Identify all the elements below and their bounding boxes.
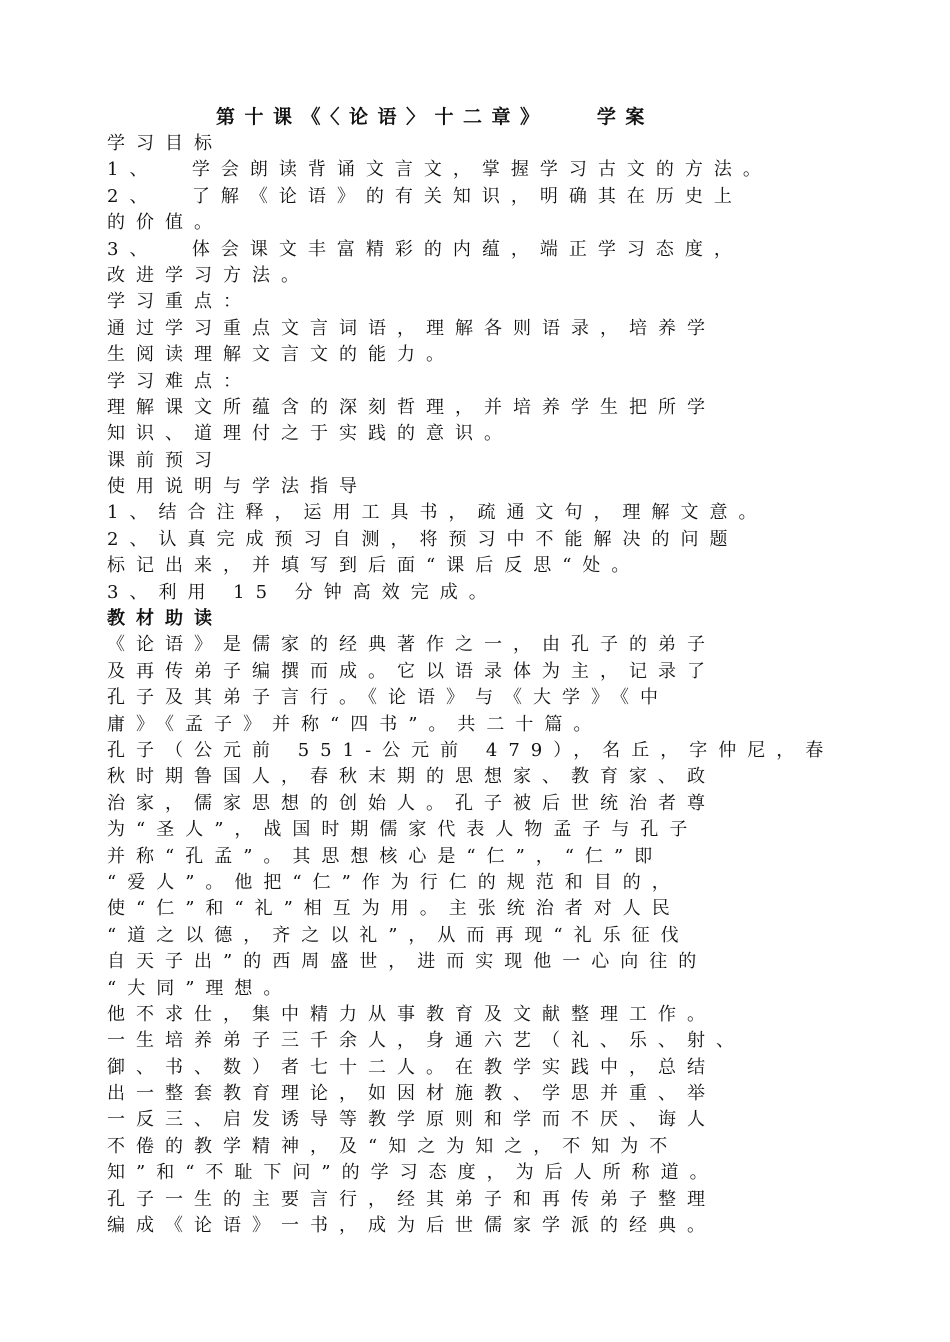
text-line: 一反三、启发诱导等教学原则和学而不厌、诲人	[107, 1109, 716, 1131]
text-line: 知识、道理付之于实践的意识。	[107, 423, 513, 445]
text-line: 通过学习重点文言词语，理解各则语录，培养学	[107, 317, 716, 339]
text-line: “爱人”。他把“仁”作为行仁的规范和目的，	[107, 871, 681, 893]
text-line: 孔子（公元前 551-公元前 479），名丘，字仲尼，春	[107, 739, 835, 761]
text-line: 使用说明与学法指导	[107, 476, 368, 498]
text-line: 孔子及其弟子言行。《论语》与《大学》《中	[107, 687, 669, 709]
text-line: 学习目标	[107, 133, 223, 154]
text-line: 治家，儒家思想的创始人。孔子被后世统治者尊	[107, 792, 716, 814]
text-line: 生阅读理解文言文的能力。	[107, 344, 455, 366]
text-line: 秋时期鲁国人，春秋末期的思想家、教育家、政	[107, 766, 716, 788]
text-line: 出一整套教育理论，如因材施教、学思并重、举	[107, 1083, 716, 1105]
text-line: 及再传弟子编撰而成。它以语录体为主，记录了	[107, 660, 716, 682]
text-line: 标记出来，并填写到后面“课后反思“处。	[107, 555, 641, 577]
text-line: 2、 了解《论语》的有关知识，明确其在历史上	[107, 185, 743, 207]
text-line: 学习重点：	[107, 291, 252, 313]
text-line: 自天子出”的西周盛世，进而实现他一心向往的	[107, 951, 708, 973]
text-line: 御、书、数）者七十二人。在教学实践中，总结	[107, 1056, 716, 1078]
text-line: 的价值。	[107, 212, 223, 234]
text-line: 理解课文所蕴含的深刻哲理，并培养学生把所学	[107, 396, 716, 418]
text-line: 3、利用 15 分钟高效完成。	[107, 581, 498, 603]
text-line: 一生培养弟子三千余人，身通六艺（礼、乐、射、	[107, 1030, 745, 1052]
text-line: 改进学习方法。	[107, 264, 310, 286]
text-line: 知”和“不耻下问”的学习态度，为后人所称道。	[107, 1162, 719, 1184]
text-line: “道之以德，齐之以礼”，从而再现“礼乐征伐	[107, 924, 690, 946]
text-line: 编成《论语》一书，成为后世儒家学派的经典。	[107, 1215, 716, 1237]
text-line: 《论语》是儒家的经典著作之一，由孔子的弟子	[107, 634, 716, 656]
text-line: “大同”理想。	[107, 977, 293, 999]
text-line: 并称“孔孟”。其思想核心是“仁”，“仁”即	[107, 845, 664, 867]
text-line: 1、结合注释，运用工具书，疏通文句，理解文意。	[107, 502, 768, 524]
text-line: 孔子一生的主要言行，经其弟子和再传弟子整理	[107, 1188, 716, 1210]
text-line: 为“圣人”，战国时期儒家代表人物孟子与孔子	[107, 819, 699, 841]
text-line: 使“仁”和“礼”相互为用。主张统治者对人民	[107, 898, 681, 920]
text-line: 不倦的教学精神，及“知之为知之，不知为不	[107, 1135, 679, 1157]
text-line: 学习难点：	[107, 370, 252, 392]
page-title: 第十课《〈论语〉十二章》 学案	[216, 106, 654, 128]
text-line: 2、认真完成预习自测，将预习中不能解决的问题	[107, 528, 739, 550]
text-line: 庸》《孟子》并称“四书”。共二十篇。	[107, 713, 603, 735]
section-heading: 教材助读	[107, 608, 223, 630]
document-body	[107, 131, 867, 1239]
text-line: 3、 体会课文丰富精彩的内蕴，端正学习态度，	[107, 238, 743, 260]
text-line: 他不求仕，集中精力从事教育及文献整理工作。	[107, 1003, 716, 1025]
text-line: 课前预习	[107, 449, 223, 471]
text-line: 1、 学会朗读背诵文言文，掌握学习古文的方法。	[107, 159, 772, 181]
